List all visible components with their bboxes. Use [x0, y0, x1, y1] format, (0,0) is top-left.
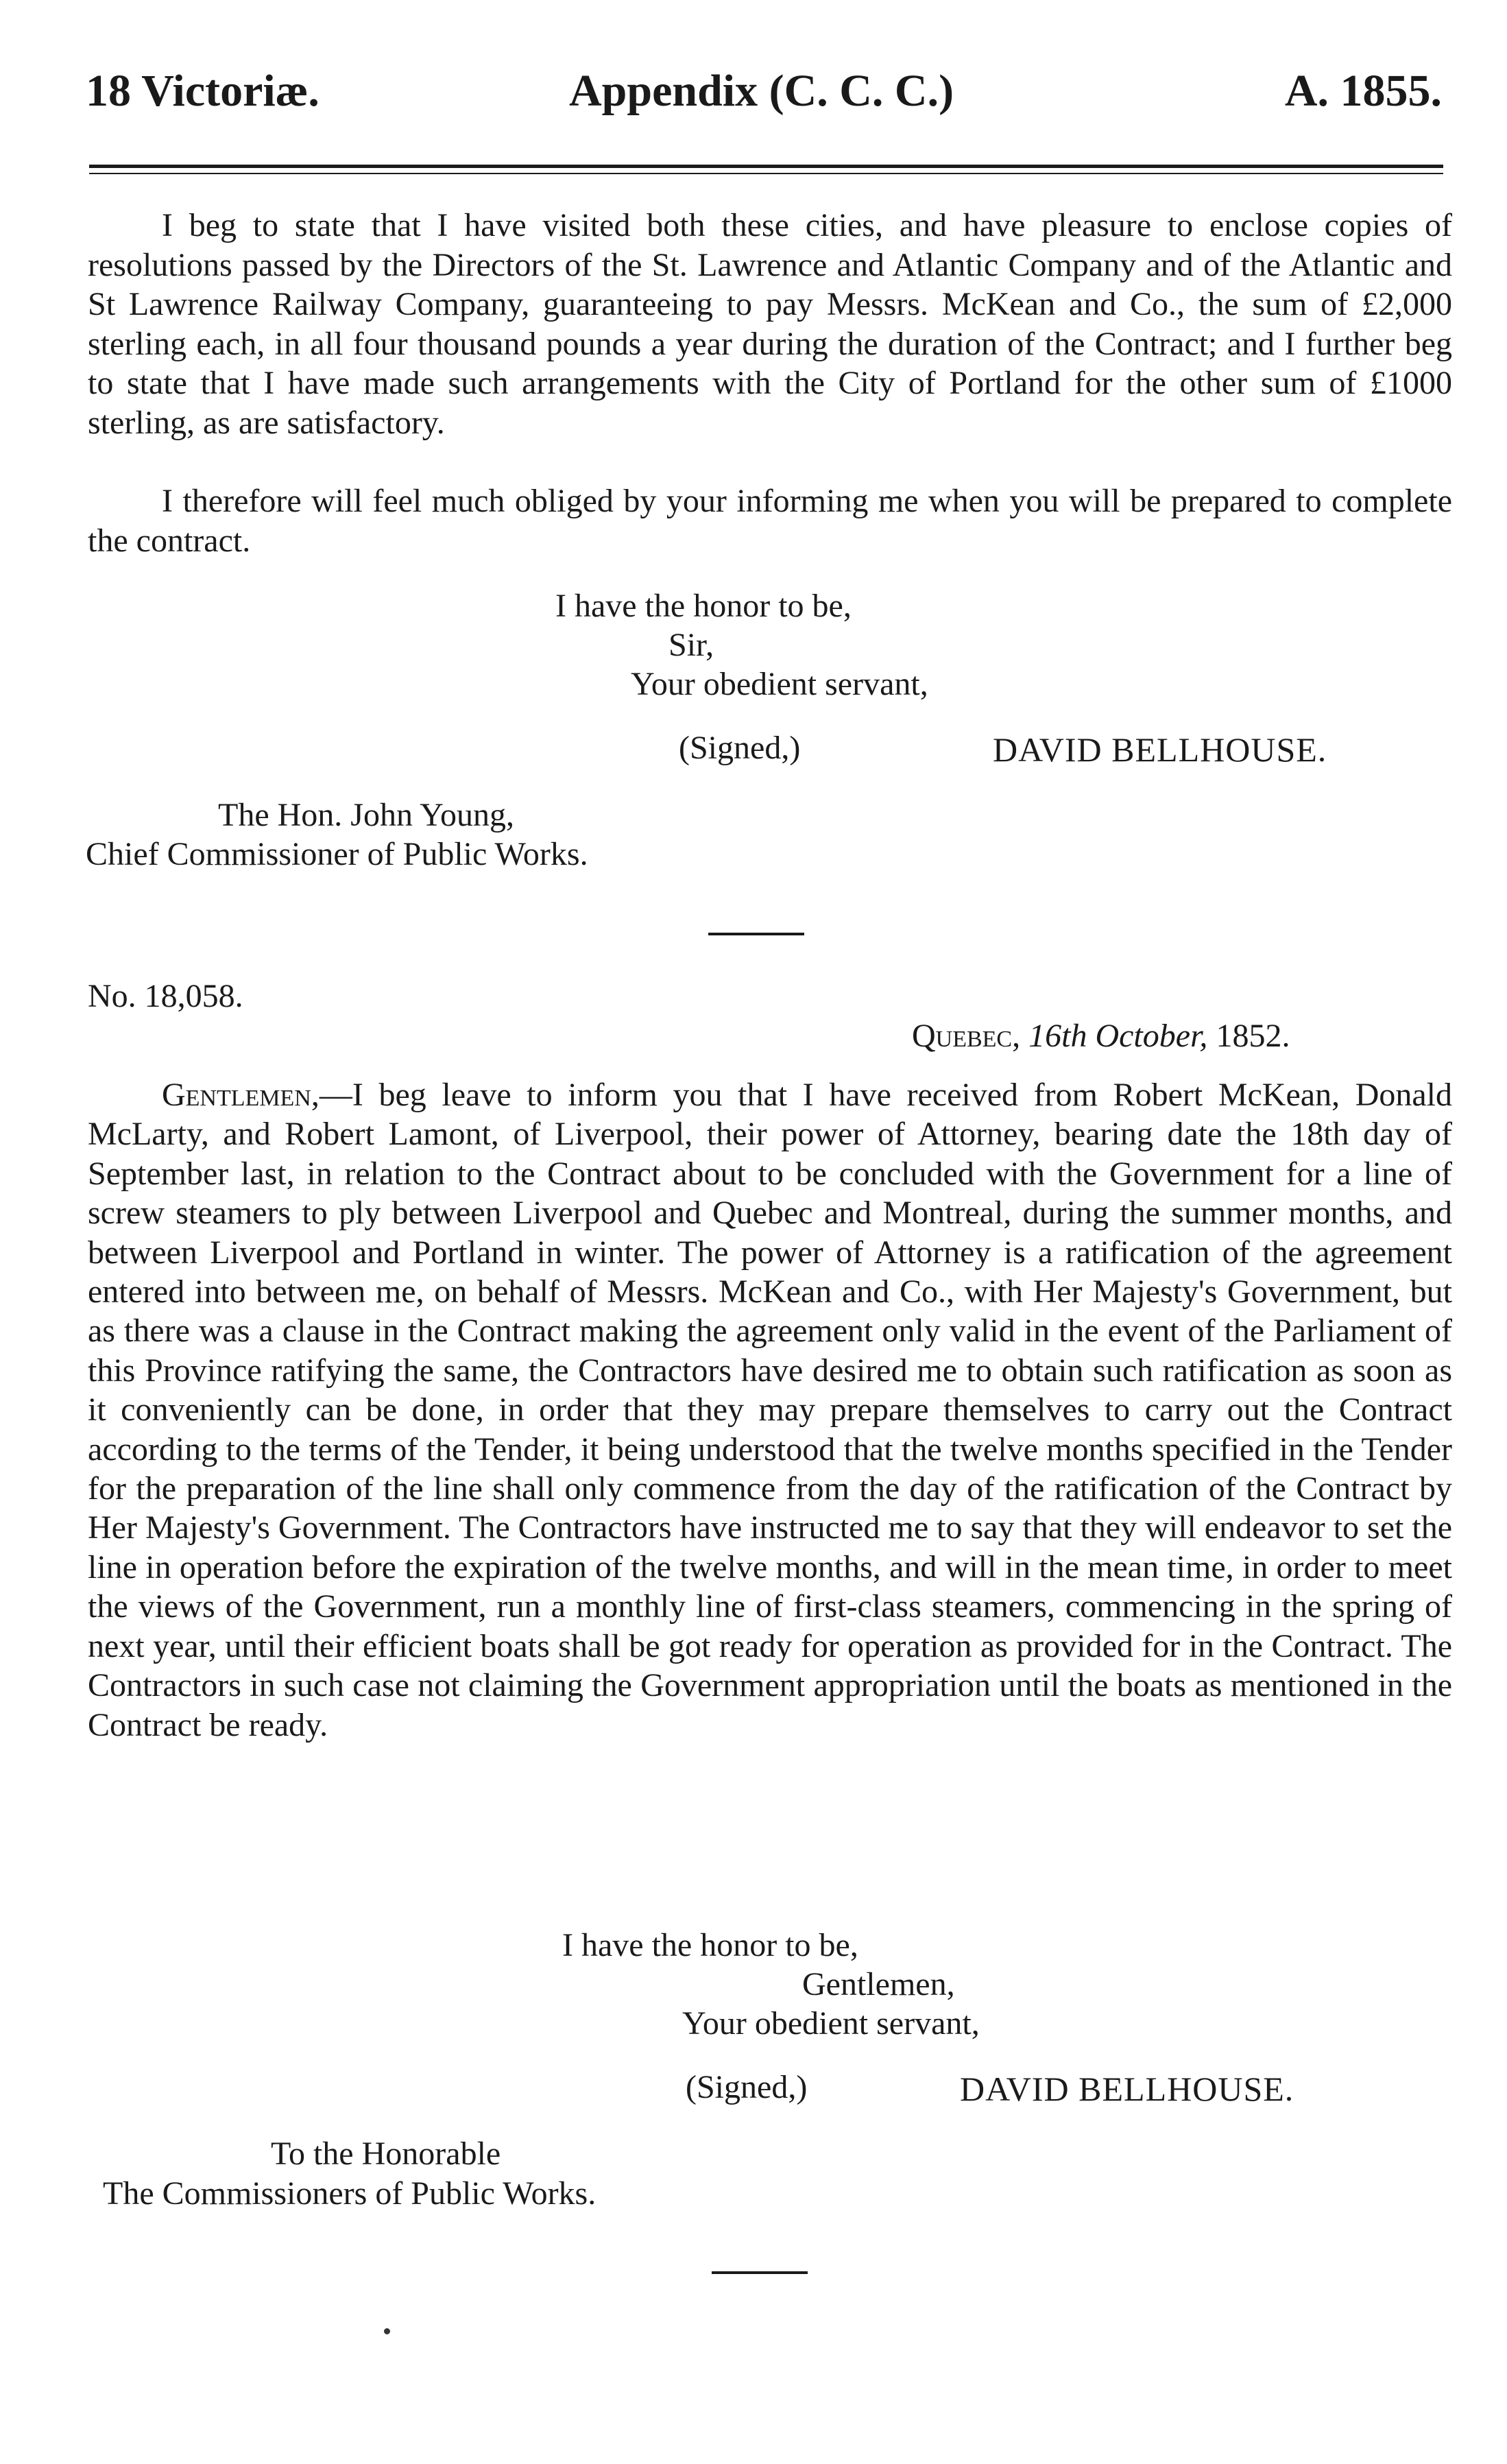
- header-rule-thin: [89, 173, 1443, 174]
- letter2-body-text: —I beg leave to inform you that I have received from Robert McKean, Donald McLarty, and Robert Lamont, of Liverpool, their power of Attorney, bearing date the 18th day of September last, in relation to the Contract about to be concluded with the Government for a line of screw steamers to ply between Liverpool and Quebec and Montreal, during the summer months, and between Liverpool and Portland in winter. The power of Attorney is a ratification of the agreement entered into between me, on behalf of Messrs. McKean and Co., with Her Majesty's Government, but as there was a clause in the Contract making the agreement only valid in the event of the Parliament of this Province ratifying the same, the Contractors have desired me to obtain such ratification as soon as it conveniently can be done, in order that they may prepare themselves to carry out the Contract according to the terms of the Tender, it being understood that the twelve months specified in the Tender for the preparation of the line shall only commence from the day of the ratification of the Contract by Her Majesty's Government. The Contractors have instructed me to say that they will endeavor to set the line in operation before the expiration of the twelve months, and will in the mean time, in order to meet the views of the Government, run a monthly line of first-class steamers, commencing in the spring of next year, until their efficient boats shall be got ready for operation as provided for in the Contract. The Contractors in such case not claiming the Government appropriation until the boats as mentioned in the Contract be ready.: [88, 1077, 1452, 1743]
- letter1-paragraph-2: I therefore will feel much obliged by your informing me when you will be prepared to complete the contract.: [88, 483, 1452, 559]
- letter1-paragraph-1: I beg to state that I have visited both these cities, and have pleasure to enclose copies of resolutions passed by the Directors of the St. Lawrence and Atlantic Company and of the Atlantic and St Lawrence Railway Company, guaranteeing to pay Messrs. McKean and Co., the sum of £2,000 sterling each, in all four thousand pounds a year during the duration of the Contract; and I further beg to state that I have made such arrangements with the City of Portland for the other sum of £1000 sterling, as are satisfactory.: [88, 207, 1452, 441]
- letter2-number: No. 18,058.: [88, 978, 243, 1014]
- letter2-place: Quebec,: [912, 1018, 1021, 1054]
- letter2-signed-label: (Signed,): [686, 2069, 808, 2105]
- letter2-salutation: Gentlemen,: [162, 1077, 320, 1113]
- letter1-addressee-2: Chief Commissioner of Public Works.: [86, 836, 588, 872]
- letter2-closing-3: Your obedient servant,: [682, 2005, 980, 2042]
- letter2-closing-2: Gentlemen,: [802, 1966, 955, 2002]
- header-year: A. 1855.: [1284, 66, 1442, 116]
- page-header: [86, 65, 1442, 120]
- section-separator-1: [708, 933, 804, 935]
- letter2-date: 16th October,: [1028, 1018, 1208, 1054]
- letter1-signatory: DAVID BELLHOUSE.: [993, 730, 1327, 769]
- letter2-addressee-1: To the Honorable: [271, 2136, 501, 2172]
- letter1-closing-2: Sir,: [668, 627, 714, 663]
- header-session: 18 Victoriæ.: [86, 66, 320, 116]
- letter2-body: [88, 1075, 1452, 1745]
- letter2-addressee-2: The Commissioners of Public Works.: [103, 2175, 596, 2212]
- letter1-addressee-1: The Hon. John Young,: [218, 797, 515, 833]
- header-rule-thick: [89, 165, 1443, 168]
- letter2-dateline: [912, 1016, 1290, 1056]
- letter2-year: 1852.: [1216, 1018, 1290, 1054]
- letter2-closing-1: I have the honor to be,: [562, 1927, 858, 1963]
- section-separator-2: [712, 2271, 808, 2274]
- header-appendix: Appendix (C. C. C.): [569, 66, 954, 116]
- letter2-signatory: DAVID BELLHOUSE.: [960, 2070, 1294, 2108]
- letter1-signed-label: (Signed,): [679, 730, 801, 766]
- ink-speck: [384, 2328, 390, 2334]
- letter1-closing-1: I have the honor to be,: [555, 588, 852, 624]
- letter1-closing-3: Your obedient servant,: [631, 666, 928, 702]
